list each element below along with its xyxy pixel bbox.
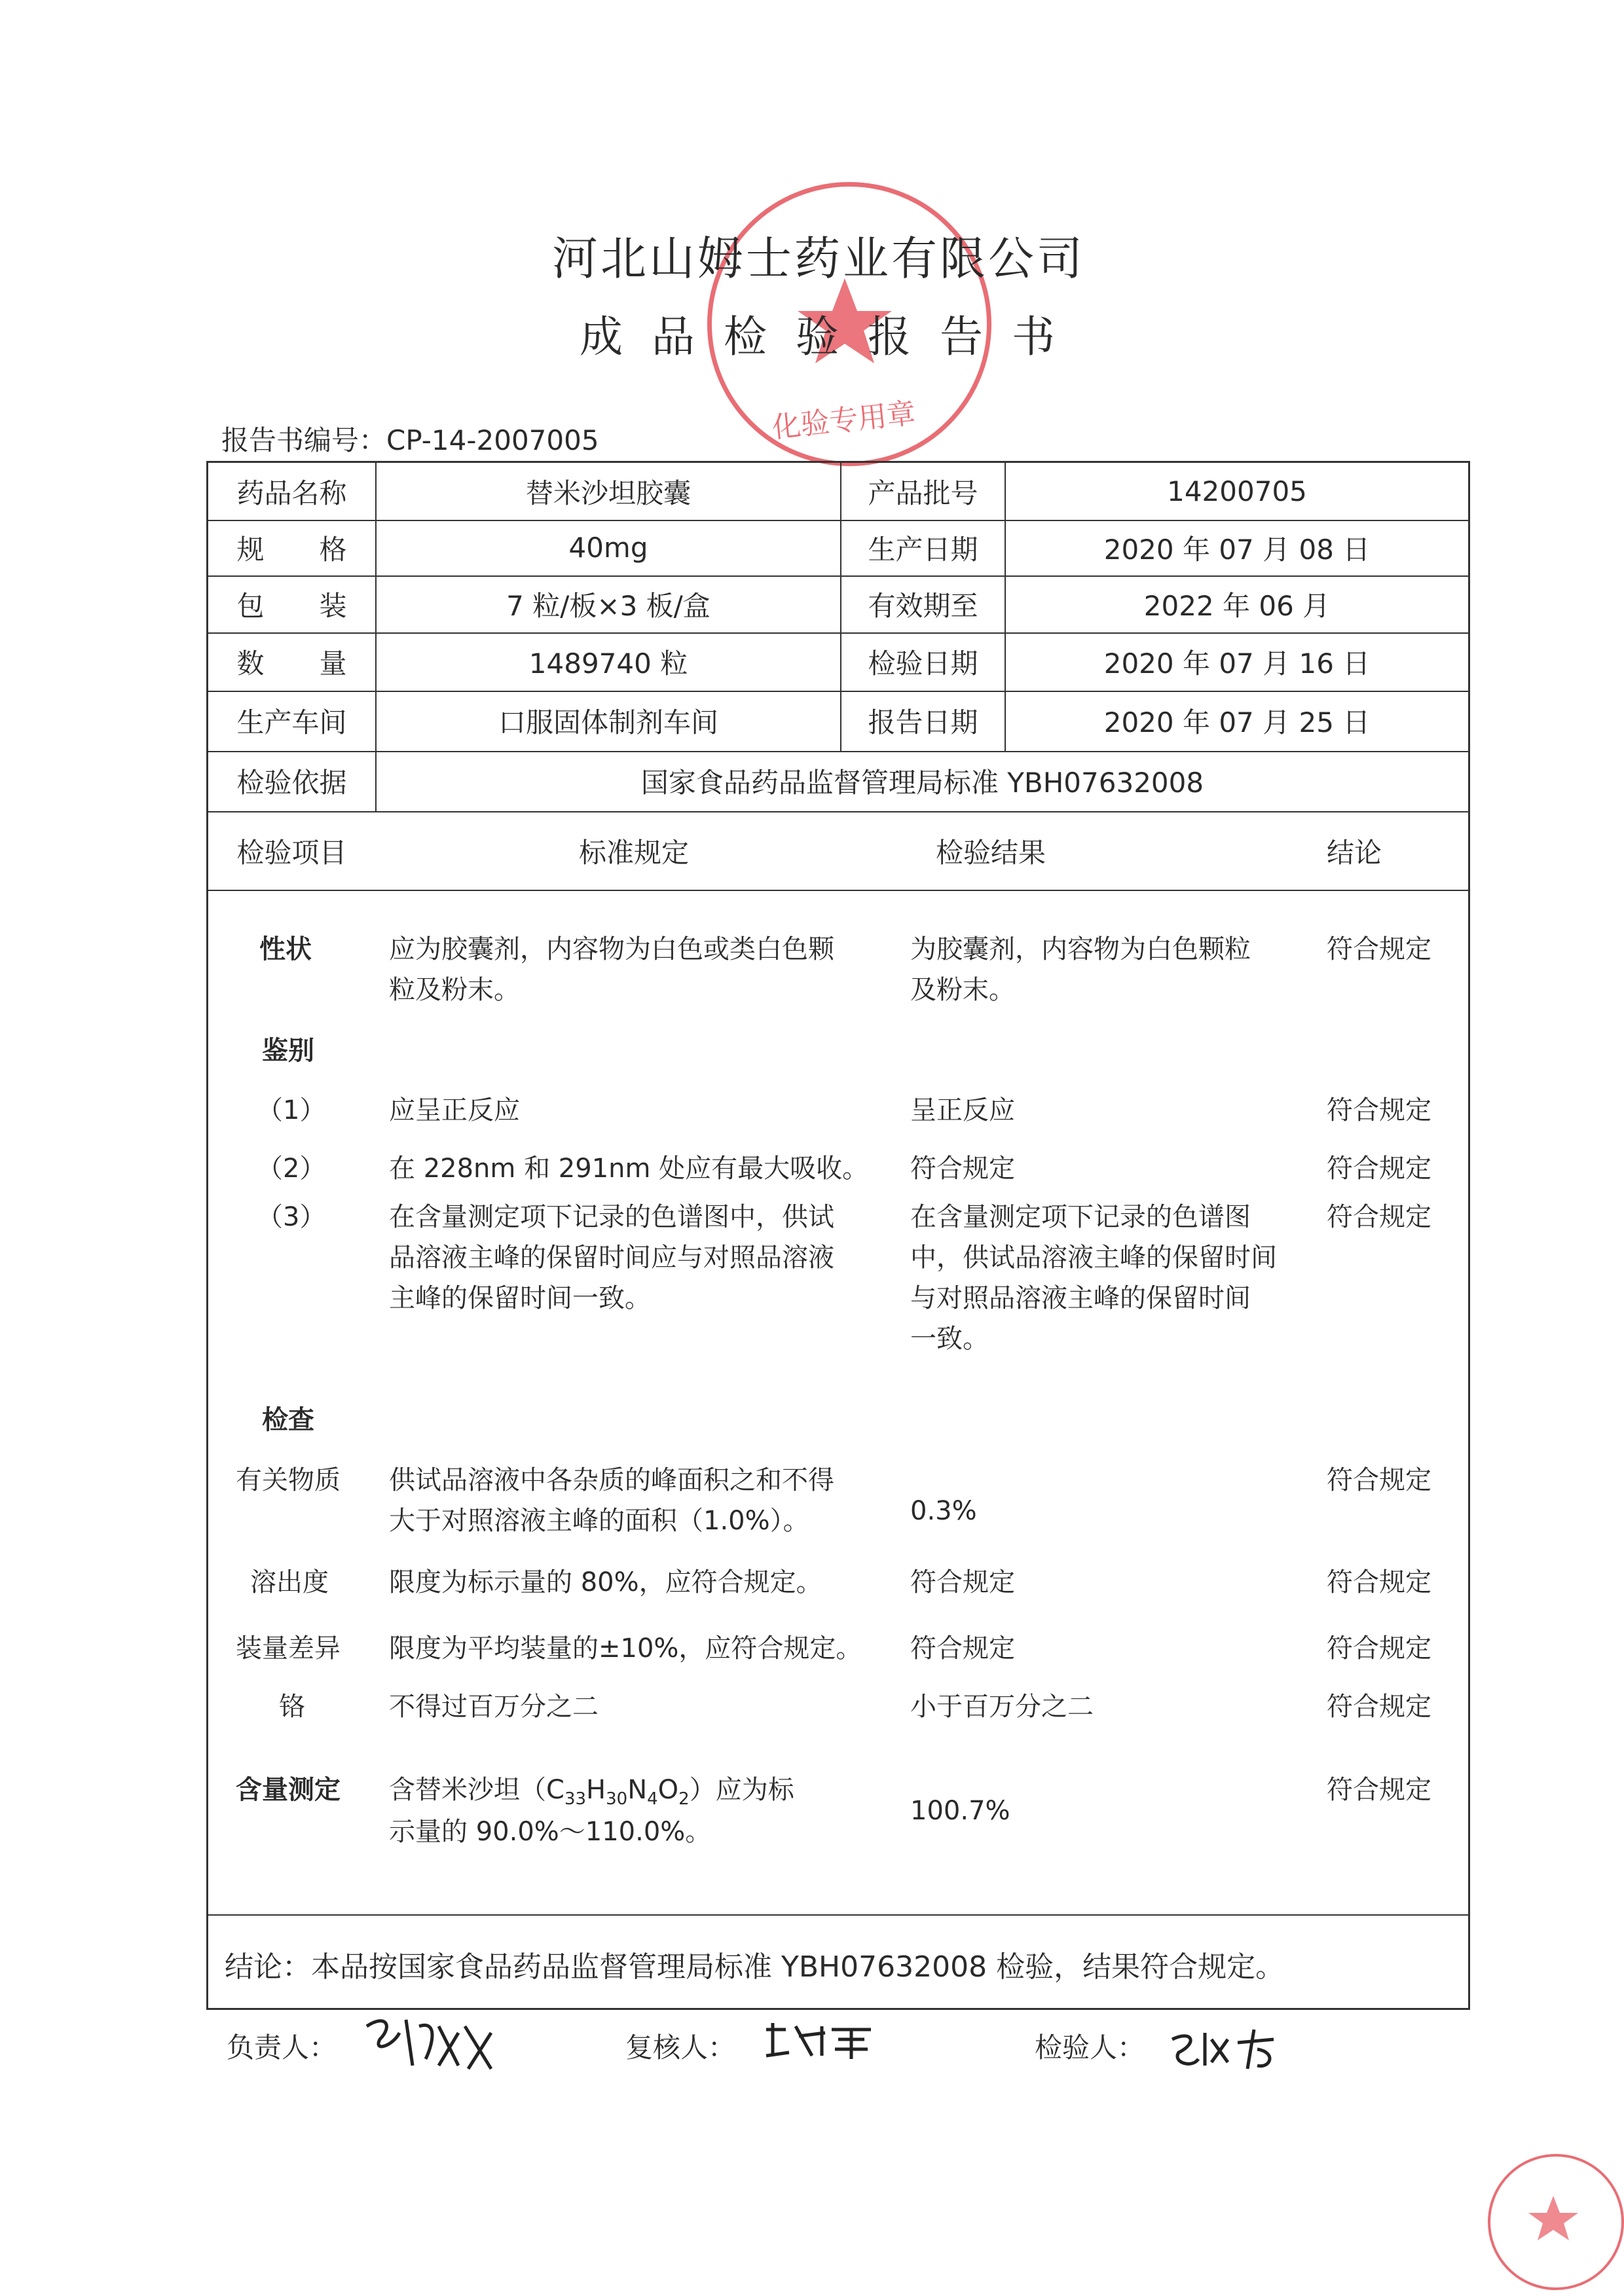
label-production-date: 生产日期 xyxy=(868,533,978,566)
value-basis: 国家食品药品监督管理局标准 YBH07632008 xyxy=(640,767,1204,799)
value-production-date: 2020 年 07 月 08 日 xyxy=(1103,533,1371,566)
result-text: 与对照品溶液主峰的保留时间 xyxy=(910,1283,1251,1313)
standard-text: 示量的 90.0%～110.0%。 xyxy=(389,1817,712,1847)
value-expiry: 2022 年 06 月 xyxy=(1143,589,1331,622)
col-conclusion: 结论 xyxy=(1326,837,1382,869)
result-text: 及粉末。 xyxy=(910,975,1015,1005)
standard-text: 在 228nm 和 291nm 处应有最大吸收。 xyxy=(389,1154,869,1184)
conclusion-text: 符合规定 xyxy=(1327,934,1431,964)
svg-text:化验专用章: 化验专用章 xyxy=(770,396,917,445)
value-batch-no: 14200705 xyxy=(1167,475,1307,507)
label-report-date: 报告日期 xyxy=(868,706,978,738)
result-text: 一致。 xyxy=(910,1324,989,1354)
conclusion-text: 符合规定 xyxy=(1327,1202,1431,1232)
conclusion-text: 符合规定 xyxy=(1327,1465,1431,1495)
standard-text: 不得过百万分之二 xyxy=(389,1692,599,1722)
conclusion-text: 符合规定 xyxy=(1327,1633,1431,1664)
standard-text: 大于对照溶液主峰的面积（1.0%）。 xyxy=(389,1506,809,1536)
item-name: 含量测定 xyxy=(236,1775,341,1805)
report-number xyxy=(221,419,599,458)
sub-number: （1） xyxy=(257,1095,326,1125)
conclusion-text: 符合规定 xyxy=(1327,1775,1431,1805)
result-text: 为胶囊剂，内容物为白色颗粒 xyxy=(910,934,1251,964)
label-inspection-date: 检验日期 xyxy=(868,647,978,680)
standard-text: 含替米沙坦$(C_{33}H_{30}N_4O_2)$应为标 xyxy=(389,1775,794,1809)
result-text: 中，供试品溶液主峰的保留时间 xyxy=(910,1243,1277,1273)
item-name: 检查 xyxy=(262,1405,314,1435)
standard-text: 供试品溶液中各杂质的峰面积之和不得 xyxy=(389,1465,834,1495)
col-result: 检验结果 xyxy=(935,837,1046,869)
item-name: 鉴别 xyxy=(262,1036,314,1066)
label-batch-no: 产品批号 xyxy=(868,477,978,509)
report-number-value: CP-14-2007005 xyxy=(386,424,599,456)
reviewer-label: 复核人： xyxy=(625,2032,736,2064)
result-text: 100.7% xyxy=(910,1796,1010,1826)
result-text: 符合规定 xyxy=(910,1633,1015,1664)
result-text: 0.3% xyxy=(910,1496,977,1526)
result-text: 小于百万分之二 xyxy=(910,1692,1094,1722)
conclusion-text: 符合规定 xyxy=(1327,1567,1431,1597)
value-package: 7 粒/板×3 板/盒 xyxy=(506,589,710,622)
item-name: 性状 xyxy=(259,934,312,964)
label-basis: 检验依据 xyxy=(236,767,347,799)
value-spec: 40mg xyxy=(568,532,648,564)
inspector-signature xyxy=(1166,2023,1283,2075)
document-title: 成品检验报告书 xyxy=(580,312,1084,362)
value-quantity: 1489740 粒 xyxy=(528,647,688,680)
reviewer-signature xyxy=(760,2016,877,2069)
result-text: 符合规定 xyxy=(910,1567,1015,1597)
standard-text: 限度为平均装量的±10%，应符合规定。 xyxy=(389,1633,862,1664)
col-standard: 标准规定 xyxy=(578,837,689,869)
standard-text: 应呈正反应 xyxy=(389,1095,520,1125)
seal-star-icon xyxy=(1490,2157,1616,2282)
sub-number: （3） xyxy=(257,1202,326,1232)
standard-text: 限度为标示量的 80%，应符合规定。 xyxy=(389,1567,822,1597)
standard-text: 品溶液主峰的保留时间应与对照品溶液 xyxy=(389,1243,834,1273)
label-spec: 规 格 xyxy=(236,533,347,566)
value-report-date: 2020 年 07 月 25 日 xyxy=(1103,706,1371,738)
sub-name: 溶出度 xyxy=(250,1567,329,1597)
report-number-label: 报告书编号： xyxy=(221,424,387,456)
value-workshop: 口服固体制剂车间 xyxy=(498,706,718,738)
value-inspection-date: 2020 年 07 月 16 日 xyxy=(1103,647,1371,680)
label-expiry: 有效期至 xyxy=(868,589,978,622)
label-drug-name: 药品名称 xyxy=(236,477,347,509)
sub-name: 铬 xyxy=(279,1692,305,1722)
label-workshop: 生产车间 xyxy=(236,706,347,738)
standard-text: 在含量测定项下记录的色谱图中，供试 xyxy=(389,1202,834,1232)
result-text: 呈正反应 xyxy=(910,1095,1015,1125)
company-name: 河北山姆士药业有限公司 xyxy=(552,232,1085,285)
final-conclusion: 结论：本品按国家食品药品监督管理局标准 YBH07632008 检验，结果符合规定。 xyxy=(225,1950,1285,1984)
conclusion-text: 符合规定 xyxy=(1327,1154,1431,1184)
conclusion-text: 符合规定 xyxy=(1327,1095,1431,1125)
value-drug-name: 替米沙坦胶囊 xyxy=(525,477,691,509)
col-item: 检验项目 xyxy=(236,837,347,869)
responsible-label: 负责人： xyxy=(227,2032,337,2064)
inspector-label: 检验人： xyxy=(1035,2032,1145,2064)
label-package: 包 装 xyxy=(236,589,347,622)
sub-name: 装量差异 xyxy=(236,1633,341,1664)
result-text: 在含量测定项下记录的色谱图 xyxy=(910,1202,1251,1232)
conclusion-text: 符合规定 xyxy=(1327,1692,1431,1722)
sub-number: （2） xyxy=(257,1154,326,1184)
responsible-signature xyxy=(360,2007,498,2079)
corner-seal xyxy=(1488,2154,1624,2290)
result-text: 符合规定 xyxy=(910,1154,1015,1184)
label-quantity: 数 量 xyxy=(236,647,347,680)
standard-text: 主峰的保留时间一致。 xyxy=(389,1283,651,1313)
sub-name: 有关物质 xyxy=(236,1465,341,1495)
standard-text: 粒及粉末。 xyxy=(389,975,520,1005)
standard-text: 应为胶囊剂，内容物为白色或类白色颗 xyxy=(389,934,834,964)
